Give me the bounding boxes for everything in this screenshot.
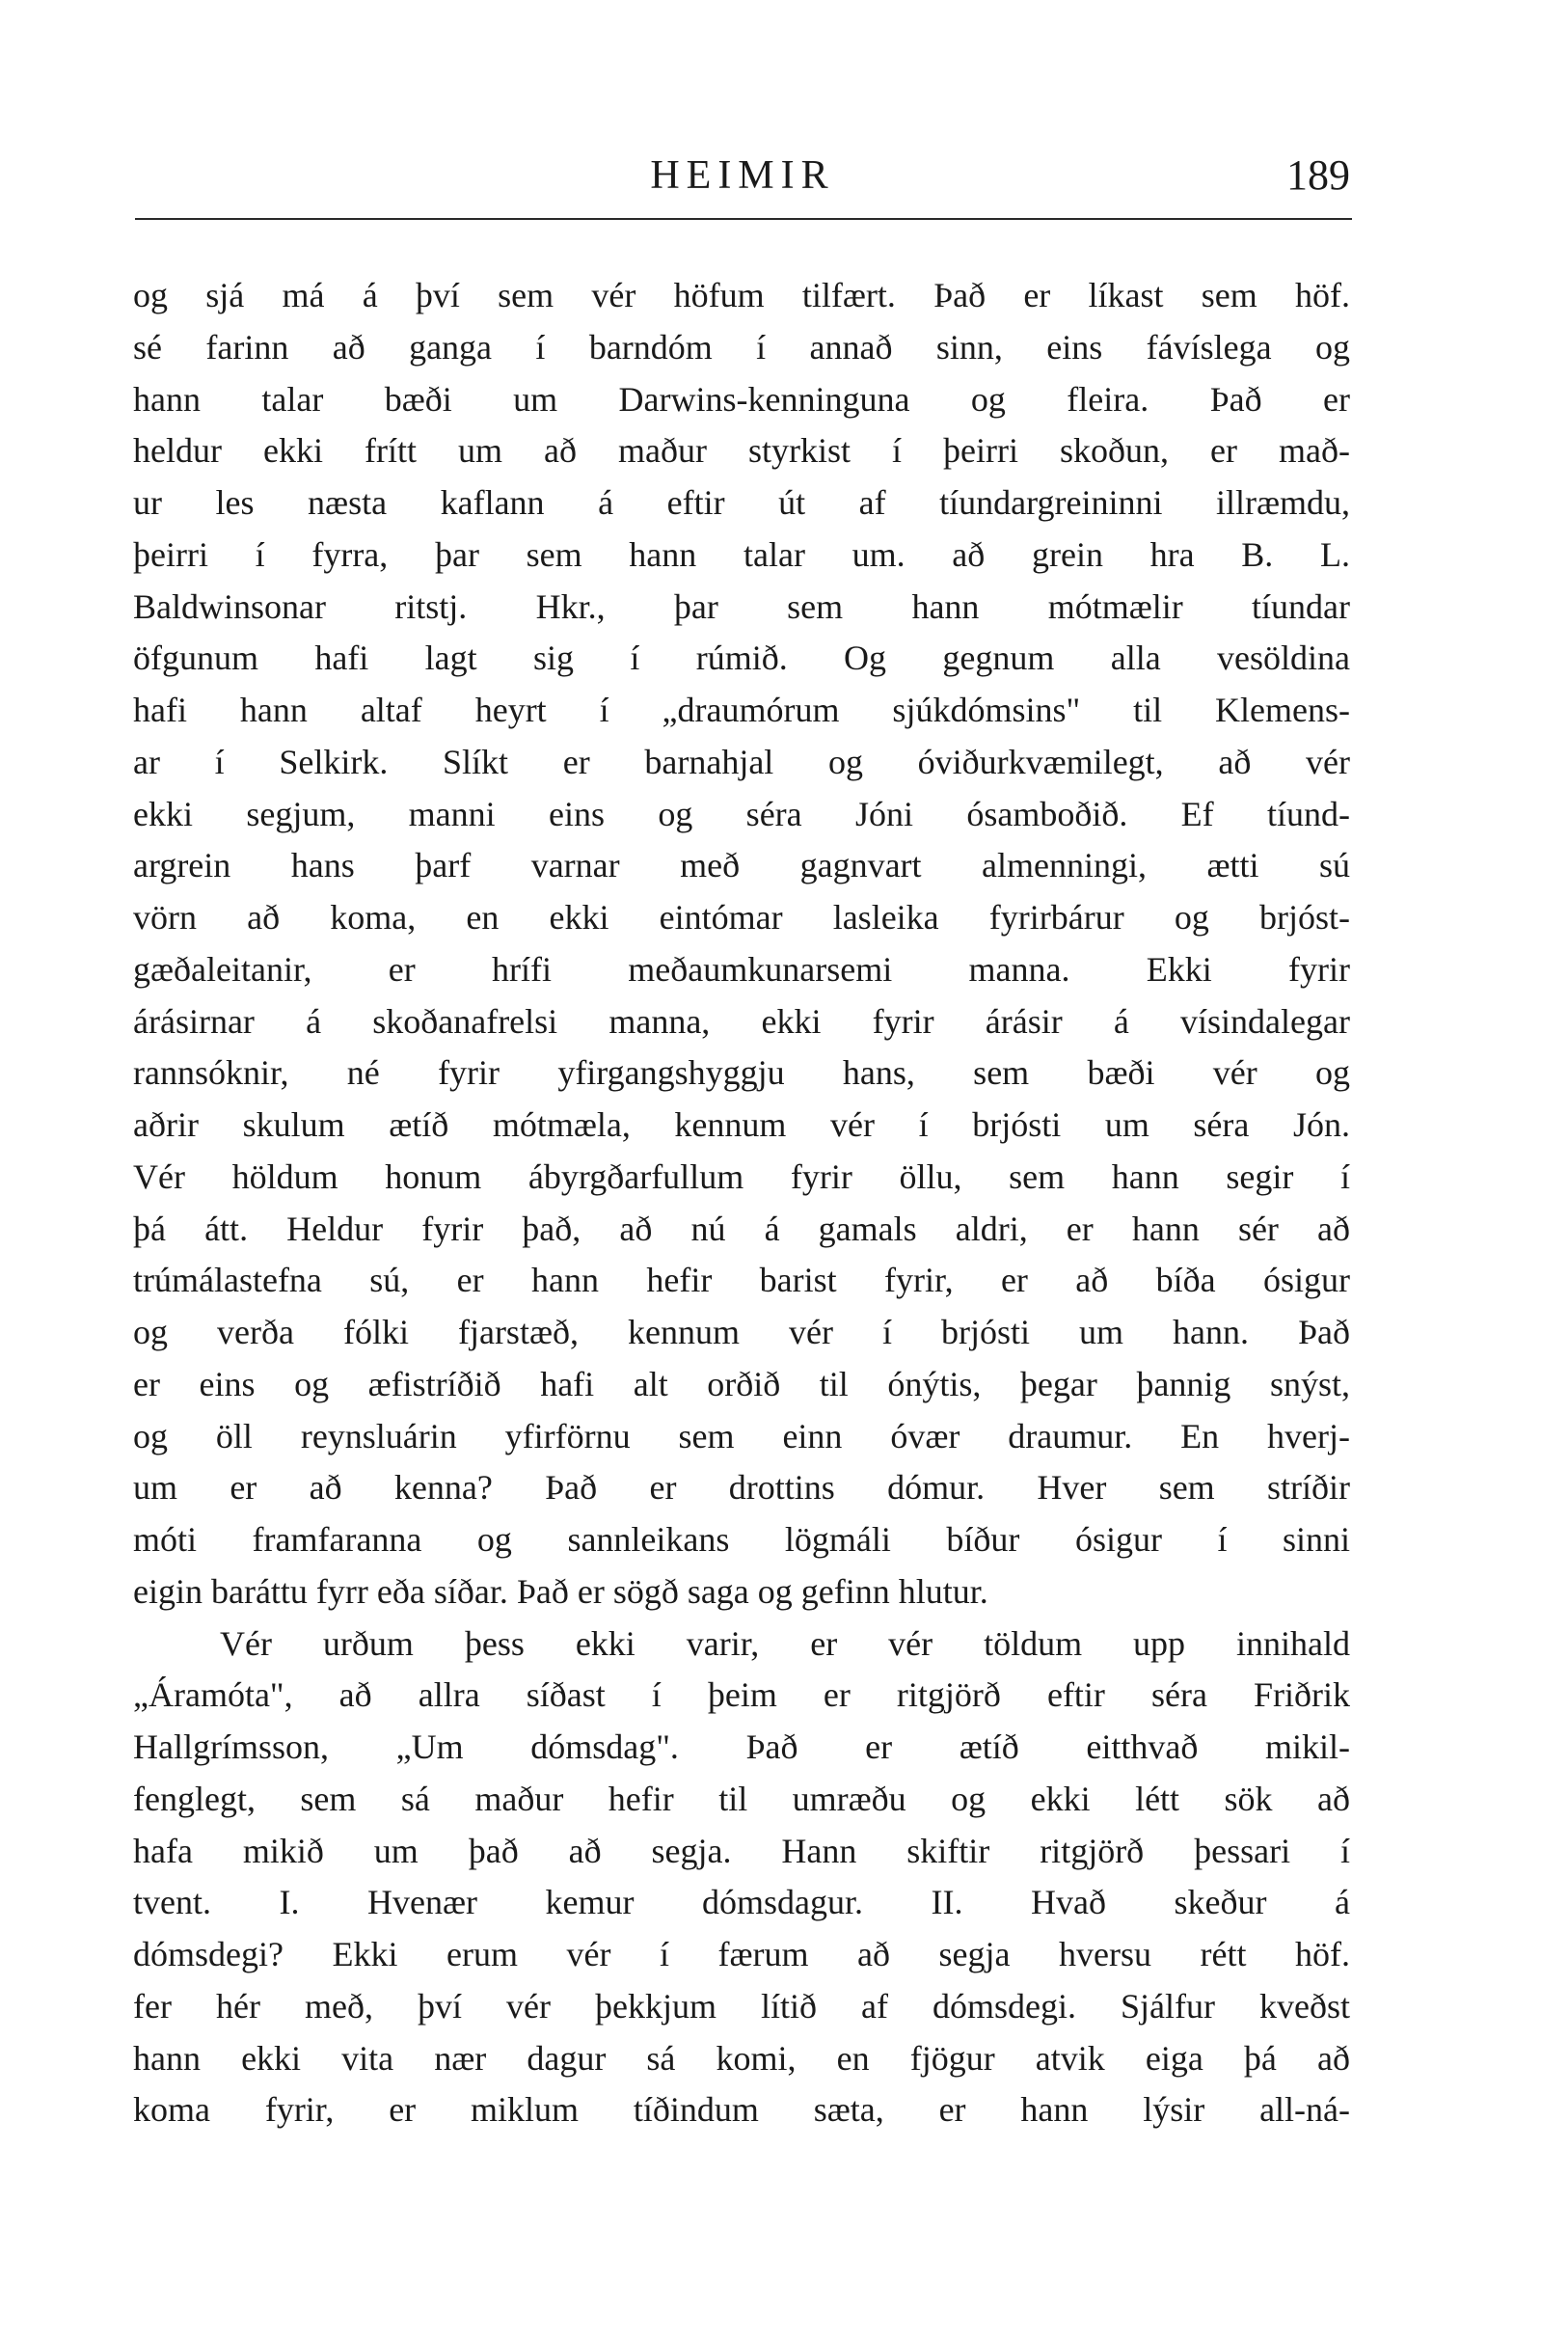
text-line: dómsdegi? Ekki erum vér í færum að segja hversu rétt höf. — [133, 1935, 1350, 1973]
text-line: hafi hann altaf heyrt í „draumórum sjúkdómsins" til Klemens- — [133, 691, 1350, 729]
text-line: árásirnar á skoðanafrelsi manna, ekki fyrir árásir á vísindalegar — [133, 1001, 1350, 1041]
text-line: rannsóknir, né fyrir yfirgangshyggju hans, sem bæði vér og — [133, 1053, 1350, 1093]
text-line: fenglegt, sem sá maður hefir til umræðu og ekki létt sök að — [133, 1779, 1350, 1818]
text-line: koma fyrir, er miklum tíðindum sæta, er hann lýsir all-ná- — [133, 2090, 1350, 2130]
text-line: þá átt. Heldur fyrir það, að nú á gamals aldri, er hann sér að — [133, 1209, 1350, 1248]
text-line: heldur ekki frítt um að maður styrkist í þeirri skoðun, er mað- — [133, 431, 1350, 471]
paragraph-start-line: Vér urðum þess ekki varir, er vér töldum upp innihald — [220, 1623, 1350, 1663]
text-line: Vér höldum honum ábyrgðarfullum fyrir öllu, sem hann segir í — [133, 1156, 1350, 1196]
header-rule — [135, 218, 1352, 220]
text-line: ar í Selkirk. Slíkt er barnahjal og óviðurkvæmilegt, að vér — [133, 742, 1350, 781]
text-line: og sjá má á því sem vér höfum tilfært. Það er líkast sem höf. — [133, 276, 1350, 314]
text-line: hann ekki vita nær dagur sá komi, en fjögur atvik eiga þá að — [133, 2038, 1350, 2078]
text-line: hann talar bæði um Darwins-kenninguna og fleira. Það er — [133, 379, 1350, 419]
page-title: HEIMIR — [650, 153, 835, 198]
text-line: Hallgrímsson, „Um dómsdag". Það er ætíð eitthvað mikil- — [133, 1727, 1350, 1766]
text-line: „Áramóta", að allra síðast í þeim er ritgjörð eftir séra Friðrik — [133, 1675, 1350, 1715]
text-line: fer hér með, því vér þekkjum lítið af dómsdegi. Sjálfur kveðst — [133, 1986, 1350, 2026]
text-line: ur les næsta kaflann á eftir út af tíundargreininni illræmdu, — [133, 483, 1350, 522]
paragraph-end-line: eigin baráttu fyrr eða síðar. Það er sögð saga og gefinn hlutur. — [133, 1571, 988, 1611]
running-head — [135, 147, 1350, 214]
text-line: móti framfaranna og sannleikans lögmáli bíður ósigur í sinni — [133, 1520, 1350, 1559]
text-line: Baldwinsonar ritstj. Hkr., þar sem hann mótmælir tíundar — [133, 586, 1350, 626]
text-line: og öll reynsluárin yfirförnu sem einn óvær draumur. En hverj- — [133, 1416, 1350, 1455]
text-line: argrein hans þarf varnar með gagnvart almenningi, ætti sú — [133, 846, 1350, 885]
text-line: öfgunum hafi lagt sig í rúmið. Og gegnum alla vesöldina — [133, 639, 1350, 678]
text-line: trúmálastefna sú, er hann hefir barist fyrir, er að bíða ósigur — [133, 1261, 1350, 1300]
text-line: og verða fólki fjarstæð, kennum vér í brjósti um hann. Það — [133, 1313, 1350, 1351]
text-line: ekki segjum, manni eins og séra Jóni ósamboðið. Ef tíund- — [133, 794, 1350, 833]
page-number: 189 — [1286, 151, 1350, 199]
body-text — [133, 270, 1350, 2136]
text-line: um er að kenna? Það er drottins dómur. Hver sem stríðir — [133, 1468, 1350, 1508]
text-line: er eins og æfistríðið hafi alt orðið til ónýtis, þegar þannig snýst, — [133, 1364, 1350, 1403]
text-line: þeirri í fyrra, þar sem hann talar um. að grein hra B. L. — [133, 534, 1350, 574]
text-line: aðrir skulum ætíð mótmæla, kennum vér í brjósti um séra Jón. — [133, 1105, 1350, 1144]
text-line: hafa mikið um það að segja. Hann skiftir ritgjörð þessari í — [133, 1831, 1350, 1870]
text-line: tvent. I. Hvenær kemur dómsdagur. II. Hvað skeður á — [133, 1883, 1350, 1922]
text-line: vörn að koma, en ekki eintómar lasleika fyrirbárur og brjóst- — [133, 898, 1350, 937]
text-line: sé farinn að ganga í barndóm í annað sinn, eins fávíslega og — [133, 327, 1350, 367]
text-line: gæðaleitanir, er hrífi meðaumkunarsemi manna. Ekki fyrir — [133, 949, 1350, 989]
